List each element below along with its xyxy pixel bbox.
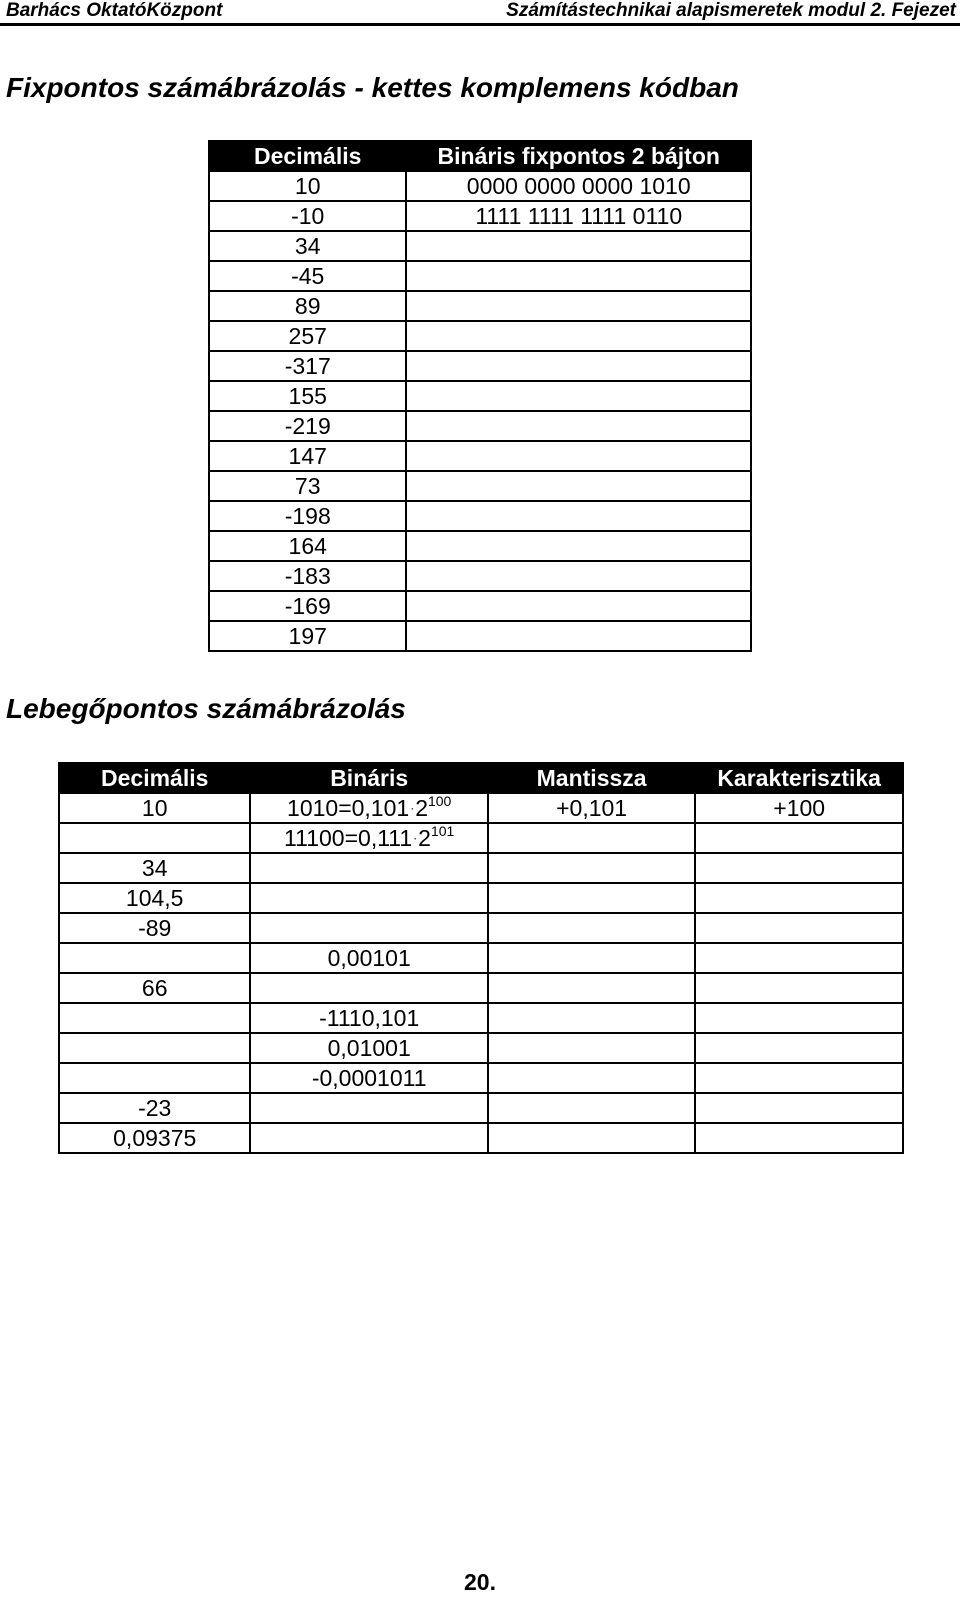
characteristic-cell — [695, 1063, 903, 1093]
decimal-cell: 66 — [59, 973, 250, 1003]
mantissa-cell — [488, 883, 695, 913]
column-header-binary-fixpoint: Bináris fixpontos 2 bájton — [406, 141, 751, 171]
table-row — [209, 351, 751, 381]
table-row — [59, 793, 903, 823]
table-row — [59, 1093, 903, 1123]
decimal-cell: 155 — [209, 381, 406, 411]
table-row — [209, 501, 751, 531]
characteristic-cell — [695, 883, 903, 913]
decimal-cell — [59, 1033, 250, 1063]
binary-cell — [406, 351, 751, 381]
mantissa-cell — [488, 1093, 695, 1123]
binary-cell — [406, 471, 751, 501]
exponent-base: 2 — [418, 825, 431, 851]
binary-cell: -0,0001011 — [250, 1063, 488, 1093]
multiply-dot: · — [410, 801, 415, 815]
decimal-cell: 104,5 — [59, 883, 250, 913]
decimal-cell: -183 — [209, 561, 406, 591]
table-row — [209, 381, 751, 411]
page-number: 20. — [464, 1569, 496, 1595]
characteristic-cell — [695, 1003, 903, 1033]
binary-cell — [250, 1123, 488, 1153]
binary-cell — [406, 621, 751, 651]
decimal-cell: -45 — [209, 261, 406, 291]
table-row — [209, 531, 751, 561]
binary-cell — [406, 411, 751, 441]
mantissa-cell — [488, 913, 695, 943]
binary-cell — [406, 321, 751, 351]
decimal-cell: -23 — [59, 1093, 250, 1123]
characteristic-cell — [695, 823, 903, 853]
decimal-cell: -317 — [209, 351, 406, 381]
binary-cell — [406, 561, 751, 591]
section-title-floating-point: Lebegőpontos számábrázolás — [6, 693, 406, 724]
decimal-cell: 257 — [209, 321, 406, 351]
decimal-cell: 164 — [209, 531, 406, 561]
table-row — [59, 913, 903, 943]
mantissa-cell — [488, 1063, 695, 1093]
table-row — [59, 1003, 903, 1033]
table-row — [209, 321, 751, 351]
table-row — [209, 291, 751, 321]
binary-cell — [250, 973, 488, 1003]
mantissa-cell — [488, 1003, 695, 1033]
decimal-cell — [59, 943, 250, 973]
table-row — [59, 853, 903, 883]
floating-point-table — [58, 762, 904, 1154]
characteristic-cell — [695, 973, 903, 1003]
characteristic-cell: +100 — [695, 793, 903, 823]
fixpoint-table — [208, 140, 752, 652]
decimal-cell — [59, 823, 250, 853]
characteristic-cell — [695, 943, 903, 973]
decimal-cell: 10 — [59, 793, 250, 823]
binary-cell — [406, 381, 751, 411]
column-header-mantissa: Mantissza — [488, 763, 695, 793]
binary-cell — [406, 231, 751, 261]
table-row — [59, 1123, 903, 1153]
mantissa-cell — [488, 823, 695, 853]
table-header-row — [209, 141, 751, 171]
decimal-cell: -198 — [209, 501, 406, 531]
characteristic-cell — [695, 913, 903, 943]
binary-cell: 0,00101 — [250, 943, 488, 973]
binary-cell — [406, 501, 751, 531]
decimal-cell: 10 — [209, 171, 406, 201]
header-divider — [0, 23, 960, 26]
characteristic-cell — [695, 1093, 903, 1123]
table-row — [209, 261, 751, 291]
table-row — [209, 201, 751, 231]
exponent-base: 2 — [415, 795, 428, 821]
decimal-cell: -89 — [59, 913, 250, 943]
mantissa-cell — [488, 853, 695, 883]
decimal-cell: 34 — [59, 853, 250, 883]
decimal-cell: -219 — [209, 411, 406, 441]
binary-normalized-form: 11100=0,111 — [284, 825, 413, 851]
binary-cell — [406, 261, 751, 291]
binary-cell — [406, 441, 751, 471]
column-header-characteristic: Karakterisztika — [695, 763, 903, 793]
page-header — [4, 0, 956, 22]
table-row — [59, 883, 903, 913]
binary-cell — [406, 291, 751, 321]
header-organization: Barhács OktatóKözpont — [6, 0, 223, 21]
header-course-title: Számítástechnikai alapismeretek modul 2. Fejezet — [506, 0, 956, 21]
multiply-dot: · — [413, 831, 418, 845]
decimal-cell: 197 — [209, 621, 406, 651]
table-row — [209, 411, 751, 441]
column-header-decimal: Decimális — [209, 141, 406, 171]
mantissa-cell — [488, 973, 695, 1003]
decimal-cell: 147 — [209, 441, 406, 471]
binary-cell — [250, 793, 488, 823]
table-row — [209, 591, 751, 621]
exponent: 100 — [427, 793, 452, 809]
exponent: 101 — [430, 823, 455, 839]
table-row — [59, 1033, 903, 1063]
binary-cell — [406, 591, 751, 621]
column-header-decimal: Decimális — [59, 763, 250, 793]
decimal-cell: 34 — [209, 231, 406, 261]
table-row — [209, 171, 751, 201]
decimal-cell — [59, 1063, 250, 1093]
characteristic-cell — [695, 1033, 903, 1063]
mantissa-cell — [488, 943, 695, 973]
decimal-cell — [59, 1003, 250, 1033]
decimal-cell: 0,09375 — [59, 1123, 250, 1153]
table-header-row — [59, 763, 903, 793]
binary-cell — [250, 1093, 488, 1123]
mantissa-cell — [488, 1033, 695, 1063]
table-row — [59, 973, 903, 1003]
decimal-cell: 73 — [209, 471, 406, 501]
table-row — [59, 1063, 903, 1093]
column-header-binary: Bináris — [250, 763, 488, 793]
binary-cell: 0000 0000 0000 1010 — [406, 171, 751, 201]
table-row — [59, 943, 903, 973]
decimal-cell: 89 — [209, 291, 406, 321]
mantissa-cell — [488, 1123, 695, 1153]
binary-cell — [406, 531, 751, 561]
binary-cell: 0,01001 — [250, 1033, 488, 1063]
binary-cell — [250, 913, 488, 943]
binary-cell: 1111 1111 1111 0110 — [406, 201, 751, 231]
table-row — [209, 231, 751, 261]
binary-cell — [250, 853, 488, 883]
table-row — [209, 441, 751, 471]
characteristic-cell — [695, 1123, 903, 1153]
decimal-cell: -10 — [209, 201, 406, 231]
decimal-cell: -169 — [209, 591, 406, 621]
binary-cell — [250, 823, 488, 853]
table-row — [59, 823, 903, 853]
section-title-fixpoint: Fixpontos számábrázolás - kettes komplemens kódban — [6, 72, 739, 103]
binary-cell: -1110,101 — [250, 1003, 488, 1033]
table-row — [209, 471, 751, 501]
table-row — [209, 621, 751, 651]
table-row — [209, 561, 751, 591]
binary-normalized-form: 1010=0,101 — [287, 795, 410, 821]
binary-cell — [250, 883, 488, 913]
mantissa-cell: +0,101 — [488, 793, 695, 823]
characteristic-cell — [695, 853, 903, 883]
